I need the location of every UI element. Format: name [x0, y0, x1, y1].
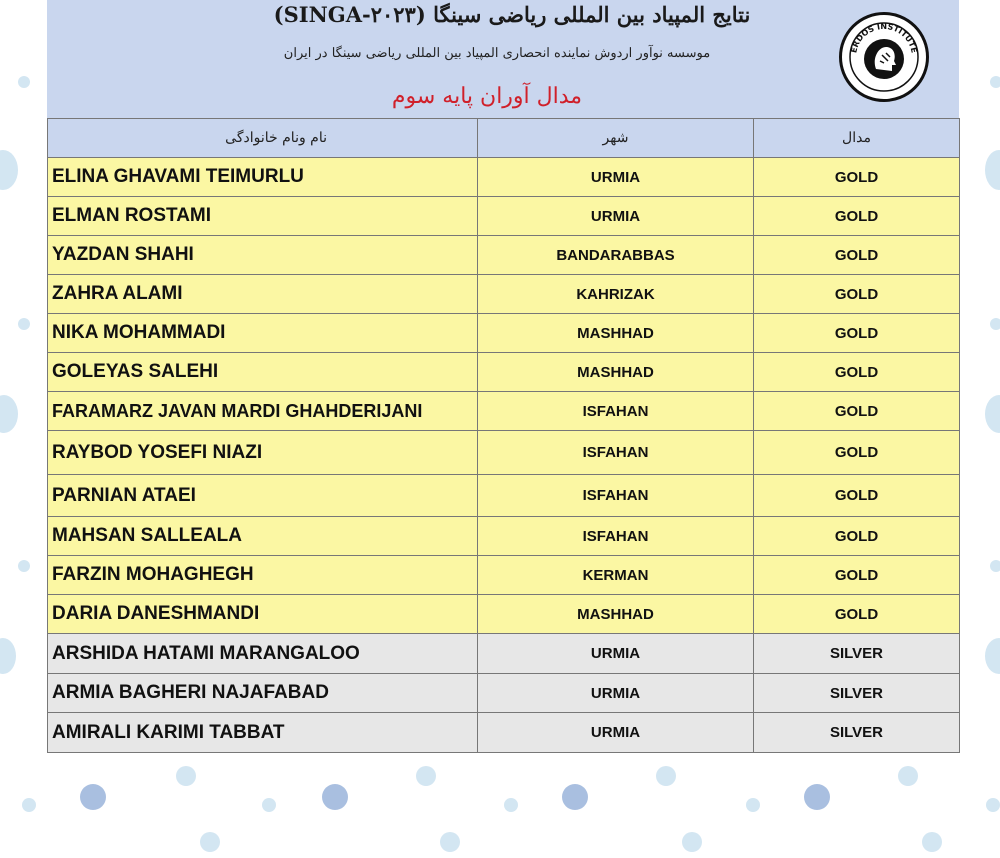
row-medal: SILVER	[754, 634, 960, 674]
table-header-row	[48, 119, 960, 158]
row-medal: SILVER	[754, 713, 960, 753]
table-row	[48, 158, 960, 197]
table-row	[48, 431, 960, 475]
decor-dot	[0, 395, 18, 433]
row-medal: GOLD	[754, 158, 960, 197]
row-medal: SILVER	[754, 674, 960, 713]
decor-dot	[0, 150, 18, 190]
row-name: FARZIN MOHAGHEGH	[48, 556, 478, 595]
row-medal: GOLD	[754, 431, 960, 475]
row-name: ZAHRA ALAMI	[48, 275, 478, 314]
institute-logo-icon	[842, 15, 926, 99]
decor-dot	[990, 76, 1000, 88]
decor-dot	[985, 638, 1000, 674]
column-header-city: شهر	[478, 119, 754, 158]
decor-dot	[262, 798, 276, 812]
row-city: ISFAHAN	[478, 475, 754, 517]
decor-dot	[176, 766, 196, 786]
institute-logo	[839, 12, 929, 102]
section-title: مدال آوران پایه سوم	[391, 84, 583, 109]
decor-dot	[990, 560, 1000, 572]
row-medal: GOLD	[754, 353, 960, 392]
table-row	[48, 197, 960, 236]
logo-arc-text: ERDOS INSTITUTE	[849, 21, 919, 54]
table-row	[48, 236, 960, 275]
page-subtitle: موسسه نوآور اردوش نماینده انحصاری المپیاد بین المللی ریاضی سینگا در ایران	[283, 46, 711, 61]
decor-dot	[656, 766, 676, 786]
row-city: KERMAN	[478, 556, 754, 595]
results-table	[47, 118, 960, 753]
table-row	[48, 595, 960, 634]
row-medal: GOLD	[754, 236, 960, 275]
row-medal: GOLD	[754, 595, 960, 634]
decor-dot	[986, 798, 1000, 812]
table-row	[48, 353, 960, 392]
table-row	[48, 556, 960, 595]
row-medal: GOLD	[754, 392, 960, 431]
decor-dot	[898, 766, 918, 786]
row-name: ARSHIDA HATAMI MARANGALOO	[48, 634, 478, 674]
row-medal: GOLD	[754, 475, 960, 517]
decor-dot	[0, 638, 16, 674]
decor-dot	[985, 150, 1000, 190]
row-medal: GOLD	[754, 314, 960, 353]
row-city: ISFAHAN	[478, 517, 754, 556]
table-row	[48, 634, 960, 674]
row-name: DARIA DANESHMANDI	[48, 595, 478, 634]
decor-dot	[504, 798, 518, 812]
row-name: YAZDAN SHAHI	[48, 236, 478, 275]
decor-dot	[200, 832, 220, 852]
row-medal: GOLD	[754, 556, 960, 595]
row-city: MASHHAD	[478, 314, 754, 353]
row-name: ELMAN ROSTAMI	[48, 197, 478, 236]
row-name: FARAMARZ JAVAN MARDI GHAHDERIJANI	[48, 392, 478, 431]
decor-dot	[562, 784, 588, 810]
row-city: URMIA	[478, 674, 754, 713]
decor-dot	[18, 318, 30, 330]
results-header	[47, 0, 959, 118]
decor-dot	[18, 560, 30, 572]
decor-dot	[922, 832, 942, 852]
decor-dot	[746, 798, 760, 812]
table-row	[48, 314, 960, 353]
row-medal: GOLD	[754, 517, 960, 556]
row-city: URMIA	[478, 713, 754, 753]
row-city: MASHHAD	[478, 353, 754, 392]
table-row	[48, 517, 960, 556]
row-name: ELINA GHAVAMI TEIMURLU	[48, 158, 478, 197]
decor-dot	[682, 832, 702, 852]
decor-dot	[985, 395, 1000, 433]
row-city: URMIA	[478, 634, 754, 674]
table-row	[48, 475, 960, 517]
row-city: ISFAHAN	[478, 392, 754, 431]
page-title: نتایج المپیاد بین المللی ریاضی سینگا (SINGA-۲۰۲۳)	[273, 2, 751, 27]
row-city: URMIA	[478, 158, 754, 197]
column-header-name: نام ونام خانوادگی	[48, 119, 478, 158]
row-name: GOLEYAS SALEHI	[48, 353, 478, 392]
table-row	[48, 275, 960, 314]
decor-dot	[990, 318, 1000, 330]
row-name: PARNIAN ATAEI	[48, 475, 478, 517]
row-city: MASHHAD	[478, 595, 754, 634]
column-header-medal: مدال	[754, 119, 960, 158]
table-row	[48, 392, 960, 431]
row-city: URMIA	[478, 197, 754, 236]
row-medal: GOLD	[754, 197, 960, 236]
decor-dot	[322, 784, 348, 810]
table-row	[48, 674, 960, 713]
row-city: BANDARABBAS	[478, 236, 754, 275]
results-sheet	[47, 0, 959, 753]
row-name: ARMIA BAGHERI NAJAFABAD	[48, 674, 478, 713]
row-name: AMIRALI KARIMI TABBAT	[48, 713, 478, 753]
decor-dot	[416, 766, 436, 786]
row-medal: GOLD	[754, 275, 960, 314]
decor-dot	[804, 784, 830, 810]
decor-dot	[80, 784, 106, 810]
row-city: ISFAHAN	[478, 431, 754, 475]
row-city: KAHRIZAK	[478, 275, 754, 314]
row-name: MAHSAN SALLEALA	[48, 517, 478, 556]
row-name: NIKA MOHAMMADI	[48, 314, 478, 353]
table-row	[48, 713, 960, 753]
decor-dot	[22, 798, 36, 812]
decor-dot	[18, 76, 30, 88]
decor-dot	[440, 832, 460, 852]
row-name: RAYBOD YOSEFI NIAZI	[48, 431, 478, 475]
